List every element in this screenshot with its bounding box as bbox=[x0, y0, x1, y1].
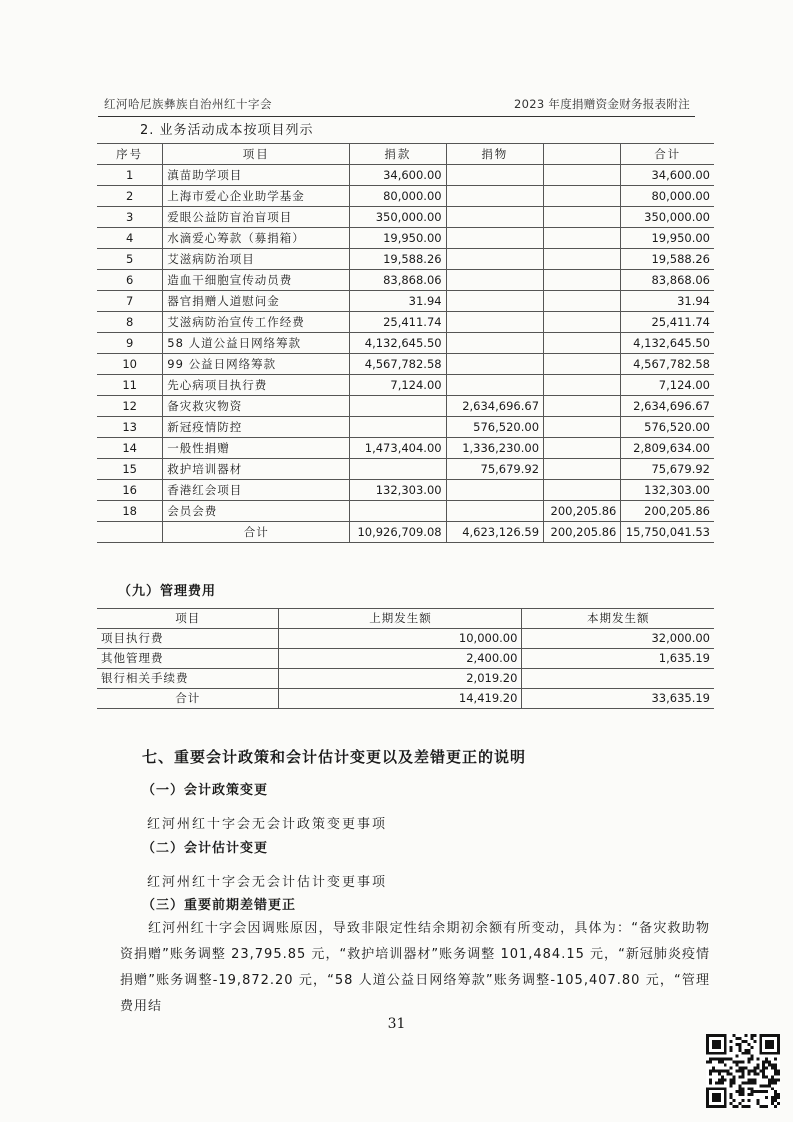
table-row bbox=[97, 228, 714, 249]
row-goods bbox=[446, 186, 543, 207]
row-item: 救护培训器材 bbox=[163, 459, 350, 480]
total-cash: 10,926,709.08 bbox=[350, 522, 446, 543]
row-total: 19,950.00 bbox=[621, 228, 714, 249]
row-other bbox=[544, 459, 621, 480]
row-cash: 19,588.26 bbox=[350, 249, 446, 270]
row-total: 350,000.00 bbox=[621, 207, 714, 228]
row-number: 2 bbox=[97, 186, 163, 207]
row-goods bbox=[446, 501, 543, 522]
row-other bbox=[544, 291, 621, 312]
row-item: 会员会费 bbox=[163, 501, 350, 522]
table-row bbox=[97, 312, 714, 333]
total-label: 合计 bbox=[163, 522, 350, 543]
row-number: 16 bbox=[97, 480, 163, 501]
row-number: 13 bbox=[97, 417, 163, 438]
row-other bbox=[544, 165, 621, 186]
col-header-cash: 捐款 bbox=[350, 144, 446, 165]
policy-change-heading: （一）会计政策变更 bbox=[142, 783, 269, 798]
row-item: 滇苗助学项目 bbox=[163, 165, 350, 186]
row-item: 艾滋病防治宣传工作经费 bbox=[163, 312, 350, 333]
row-item: 99 公益日网络筹款 bbox=[163, 354, 350, 375]
row-goods bbox=[446, 480, 543, 501]
row-goods bbox=[446, 165, 543, 186]
row-number: 4 bbox=[97, 228, 163, 249]
row-other bbox=[544, 438, 621, 459]
row-cash bbox=[350, 459, 446, 480]
row-total: 31.94 bbox=[621, 291, 714, 312]
row-cash: 132,303.00 bbox=[350, 480, 446, 501]
row-cash: 34,600.00 bbox=[350, 165, 446, 186]
row-other bbox=[544, 396, 621, 417]
row-item: 先心病项目执行费 bbox=[163, 375, 350, 396]
row-item: 58 人道公益日网络筹款 bbox=[163, 333, 350, 354]
col-header-total: 合计 bbox=[621, 144, 714, 165]
row-number: 6 bbox=[97, 270, 163, 291]
row-other bbox=[544, 186, 621, 207]
section-title-admin-expenses: （九）管理费用 bbox=[118, 584, 217, 599]
table-row bbox=[97, 186, 714, 207]
row-other bbox=[544, 207, 621, 228]
row-other bbox=[544, 417, 621, 438]
row-goods: 1,336,230.00 bbox=[446, 438, 543, 459]
total-curr: 33,635.19 bbox=[522, 689, 714, 709]
row-total: 34,600.00 bbox=[621, 165, 714, 186]
table-row bbox=[97, 270, 714, 291]
row-other: 200,205.86 bbox=[544, 501, 621, 522]
row-cash: 83,868.06 bbox=[350, 270, 446, 291]
row-goods: 75,679.92 bbox=[446, 459, 543, 480]
row-total: 132,303.00 bbox=[621, 480, 714, 501]
total-empty-cell bbox=[97, 522, 163, 543]
total-goods: 4,623,126.59 bbox=[446, 522, 543, 543]
row-item: 备灾救灾物资 bbox=[163, 396, 350, 417]
row-item: 上海市爱心企业助学基金 bbox=[163, 186, 350, 207]
row-number: 9 bbox=[97, 333, 163, 354]
row-number: 7 bbox=[97, 291, 163, 312]
row-number: 14 bbox=[97, 438, 163, 459]
error-correction-heading: （三）重要前期差错更正 bbox=[142, 898, 297, 913]
row-cash: 4,132,645.50 bbox=[350, 333, 446, 354]
row-item: 新冠疫情防控 bbox=[163, 417, 350, 438]
row-goods bbox=[446, 228, 543, 249]
table-row bbox=[97, 375, 714, 396]
row-goods bbox=[446, 249, 543, 270]
table-header-row bbox=[97, 144, 714, 165]
row-number: 18 bbox=[97, 501, 163, 522]
total-other: 200,205.86 bbox=[544, 522, 621, 543]
header-org-name: 红河哈尼族彝族自治州红十字会 bbox=[104, 97, 272, 111]
row-cash: 1,473,404.00 bbox=[350, 438, 446, 459]
row-cash bbox=[350, 501, 446, 522]
row-cash: 25,411.74 bbox=[350, 312, 446, 333]
admin-expense-table bbox=[97, 608, 714, 709]
row-total: 83,868.06 bbox=[621, 270, 714, 291]
row-cash: 350,000.00 bbox=[350, 207, 446, 228]
table-row bbox=[97, 417, 714, 438]
row-cash: 7,124.00 bbox=[350, 375, 446, 396]
table-row bbox=[97, 249, 714, 270]
policy-change-text: 红河州红十字会无会计政策变更事项 bbox=[147, 817, 388, 832]
table-row bbox=[97, 459, 714, 480]
total-label: 合计 bbox=[97, 689, 279, 709]
table-header-row bbox=[97, 609, 714, 629]
row-goods bbox=[446, 333, 543, 354]
col-header-curr: 本期发生额 bbox=[522, 609, 714, 629]
row-goods bbox=[446, 207, 543, 228]
row-goods bbox=[446, 375, 543, 396]
row-prev: 2,400.00 bbox=[279, 649, 522, 669]
row-total: 200,205.86 bbox=[621, 501, 714, 522]
row-number: 5 bbox=[97, 249, 163, 270]
row-total: 75,679.92 bbox=[621, 459, 714, 480]
row-curr: 1,635.19 bbox=[522, 649, 714, 669]
table-row bbox=[97, 649, 714, 669]
table-row bbox=[97, 207, 714, 228]
row-item: 艾滋病防治项目 bbox=[163, 249, 350, 270]
row-number: 8 bbox=[97, 312, 163, 333]
table-row bbox=[97, 501, 714, 522]
row-other bbox=[544, 312, 621, 333]
row-other bbox=[544, 270, 621, 291]
table-row bbox=[97, 629, 714, 649]
row-goods bbox=[446, 354, 543, 375]
row-total: 19,588.26 bbox=[621, 249, 714, 270]
row-item: 香港红会项目 bbox=[163, 480, 350, 501]
table-row bbox=[97, 291, 714, 312]
header-report-title: 2023 年度捐赠资金财务报表附注 bbox=[513, 97, 690, 111]
row-total: 7,124.00 bbox=[621, 375, 714, 396]
row-curr bbox=[522, 669, 714, 689]
row-cash: 31.94 bbox=[350, 291, 446, 312]
estimate-change-heading: （二）会计估计变更 bbox=[142, 841, 269, 856]
col-header-prev: 上期发生额 bbox=[279, 609, 522, 629]
table-total-row bbox=[97, 689, 714, 709]
col-header-goods: 捐物 bbox=[446, 144, 543, 165]
row-total: 80,000.00 bbox=[621, 186, 714, 207]
col-header-other bbox=[544, 144, 621, 165]
col-header-item: 项目 bbox=[97, 609, 279, 629]
row-prev: 2,019.20 bbox=[279, 669, 522, 689]
row-number: 3 bbox=[97, 207, 163, 228]
col-header-no: 序号 bbox=[97, 144, 163, 165]
row-goods bbox=[446, 270, 543, 291]
row-total: 2,809,634.00 bbox=[621, 438, 714, 459]
total-prev: 14,419.20 bbox=[279, 689, 522, 709]
row-curr: 32,000.00 bbox=[522, 629, 714, 649]
total-total: 15,750,041.53 bbox=[621, 522, 714, 543]
section-title-activity-costs: 2. 业务活动成本按项目列示 bbox=[140, 123, 314, 138]
row-item: 爱眼公益防盲治盲项目 bbox=[163, 207, 350, 228]
table-row bbox=[97, 669, 714, 689]
table-row bbox=[97, 438, 714, 459]
row-goods: 576,520.00 bbox=[446, 417, 543, 438]
table-row bbox=[97, 354, 714, 375]
row-other bbox=[544, 333, 621, 354]
row-number: 1 bbox=[97, 165, 163, 186]
col-header-item: 项目 bbox=[163, 144, 350, 165]
row-item: 器官捐赠人道慰问金 bbox=[163, 291, 350, 312]
row-number: 11 bbox=[97, 375, 163, 396]
table-row bbox=[97, 396, 714, 417]
row-cash: 4,567,782.58 bbox=[350, 354, 446, 375]
row-cash: 80,000.00 bbox=[350, 186, 446, 207]
row-total: 4,132,645.50 bbox=[621, 333, 714, 354]
row-other bbox=[544, 354, 621, 375]
row-item: 其他管理费 bbox=[97, 649, 279, 669]
page-number: 31 bbox=[387, 1016, 406, 1032]
row-cash bbox=[350, 396, 446, 417]
activity-cost-table bbox=[97, 143, 714, 543]
row-prev: 10,000.00 bbox=[279, 629, 522, 649]
row-item: 一般性捐赠 bbox=[163, 438, 350, 459]
table-row bbox=[97, 333, 714, 354]
row-total: 25,411.74 bbox=[621, 312, 714, 333]
table-row bbox=[97, 480, 714, 501]
row-item: 水滴爱心筹款（募捐箱） bbox=[163, 228, 350, 249]
row-item: 银行相关手续费 bbox=[97, 669, 279, 689]
estimate-change-text: 红河州红十字会无会计估计变更事项 bbox=[147, 875, 388, 890]
row-goods bbox=[446, 291, 543, 312]
section7-title: 七、重要会计政策和会计估计变更以及差错更正的说明 bbox=[142, 748, 527, 766]
qr-code-icon bbox=[706, 1034, 780, 1108]
header-rule bbox=[98, 116, 695, 117]
row-total: 4,567,782.58 bbox=[621, 354, 714, 375]
row-other bbox=[544, 375, 621, 396]
row-goods: 2,634,696.67 bbox=[446, 396, 543, 417]
row-other bbox=[544, 480, 621, 501]
row-item: 造血干细胞宣传动员费 bbox=[163, 270, 350, 291]
table-total-row bbox=[97, 522, 714, 543]
row-total: 2,634,696.67 bbox=[621, 396, 714, 417]
row-item: 项目执行费 bbox=[97, 629, 279, 649]
row-number: 10 bbox=[97, 354, 163, 375]
row-other bbox=[544, 228, 621, 249]
row-cash bbox=[350, 417, 446, 438]
row-number: 15 bbox=[97, 459, 163, 480]
table-row bbox=[97, 165, 714, 186]
row-other bbox=[544, 249, 621, 270]
row-cash: 19,950.00 bbox=[350, 228, 446, 249]
row-number: 12 bbox=[97, 396, 163, 417]
row-total: 576,520.00 bbox=[621, 417, 714, 438]
error-correction-text: 红河州红十字会因调账原因，导致非限定性结余期初余额有所变动，具体为：“备灾救助物资捐赠”账务调整 23,795.85 元，“救护培训器材”账务调整 101,484.15 元，“新冠肺炎疫情捐赠”账务调整-19,872.20 元，“58 人道公益日网络筹款”账务调整-105,407.80 元，“管理费用结 bbox=[120, 921, 710, 1014]
row-goods bbox=[446, 312, 543, 333]
